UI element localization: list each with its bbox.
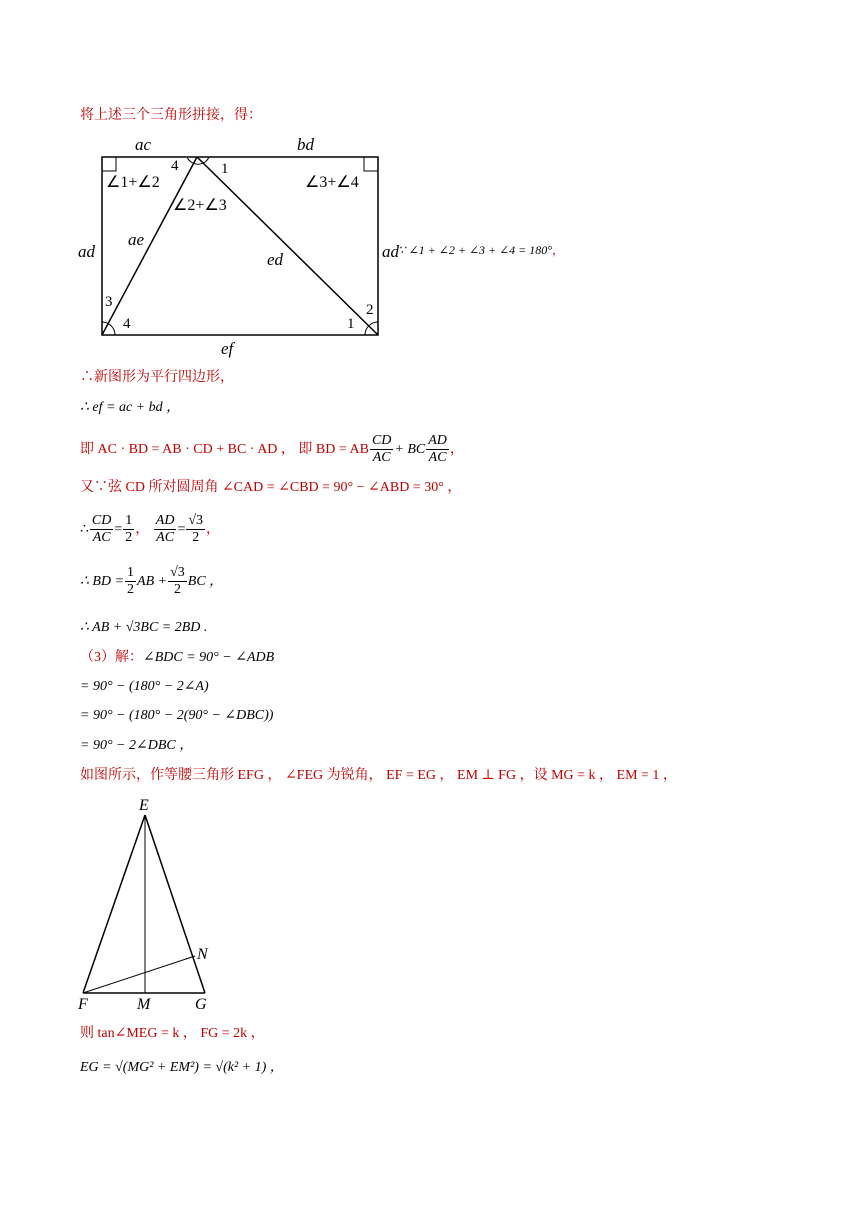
label-angle-sum-23: ∠2+∠3	[173, 197, 227, 214]
frac-num-ad-b: AD	[155, 513, 175, 529]
equation-ptolemy-d: ，	[449, 442, 464, 457]
equation-ptolemy-b: 即 BD = AB	[298, 442, 369, 457]
frac-den-two: 2	[125, 530, 133, 546]
equation-tan	[80, 1024, 265, 1044]
frac-den-ac-2: AC	[428, 450, 447, 466]
label-G: G	[195, 996, 207, 1013]
label-ad-left: ad	[78, 242, 95, 261]
label-M: M	[137, 996, 151, 1013]
equation-result: ∴ AB + √3BC = 2BD .	[80, 620, 208, 635]
figure-isosceles-triangle	[75, 793, 225, 1015]
equation-bd-b: AB +	[137, 574, 168, 589]
label-angle-1-bottom: 1	[347, 316, 355, 332]
part-3-equation: ∠BDC = 90° − ∠ADB	[143, 650, 275, 665]
equation-step-3: = 90° − 2∠DBC ，	[80, 738, 194, 753]
eq-sign-1: =	[114, 522, 123, 537]
label-E: E	[139, 797, 149, 814]
label-angle-4-top: 4	[171, 158, 179, 174]
equation-angle-sum	[398, 240, 564, 260]
segment-fn	[83, 956, 195, 993]
angle-arc-bottom-left	[102, 322, 115, 335]
equation-step-2: = 90° − (180° − 2(90° − ∠DBC))	[80, 708, 274, 723]
label-angle-3: 3	[105, 294, 113, 310]
fraction-one-half	[123, 513, 134, 546]
equation-ptolemy	[80, 432, 464, 468]
frac-den-ac: AC	[372, 450, 391, 466]
right-angle-mark-left	[102, 157, 116, 171]
text-intro: 将上述三个三角形拼接，得：	[80, 108, 262, 123]
fraction-sqrt3-half-b	[168, 565, 187, 598]
therefore-1: ∴	[80, 522, 89, 537]
fraction-one-half-b	[125, 565, 136, 598]
fraction-cd-ac	[370, 433, 393, 466]
frac-den-ac-b: AC	[92, 530, 111, 546]
part-3-line	[80, 648, 274, 668]
equation-angle-sum-sep: ，	[552, 243, 565, 257]
fraction-sqrt3-half	[186, 513, 205, 546]
equation-step-1: = 90° − (180° − 2∠A)	[80, 679, 209, 694]
text-inscribed-angle: 又∵弦 CD 所对圆周角 ∠CAD = ∠CBD = 90° − ∠ABD = 30° ，	[80, 480, 462, 495]
equation-bd-c: BC ，	[187, 574, 224, 589]
label-ef: ef	[221, 339, 234, 358]
frac-num-ad: AD	[428, 433, 447, 449]
label-angle-sum-34: ∠3+∠4	[305, 174, 359, 191]
frac-den-two-b: 2	[192, 530, 200, 546]
frac-num-sqrt3: √3	[188, 513, 204, 529]
equation-bd	[80, 564, 223, 600]
fraction-ad-ac-b	[154, 513, 177, 546]
label-bd: bd	[297, 135, 314, 154]
label-F: F	[78, 996, 88, 1013]
eq-sign-2: =	[177, 522, 186, 537]
frac-num-cd-b: CD	[91, 513, 112, 529]
equation-tan-text: 则 tan∠MEG = k ， FG = 2k ，	[80, 1026, 265, 1041]
label-angle-4-bottom: 4	[123, 316, 131, 332]
frac-den-two-d: 2	[173, 582, 181, 598]
frac-num-cd: CD	[371, 433, 392, 449]
figure-rectangle	[75, 130, 415, 360]
text-parallelogram: ∴新图形为平行四边形，	[80, 370, 234, 385]
label-angle-2: 2	[366, 302, 374, 318]
label-angle-sum-12: ∠1+∠2	[106, 174, 160, 191]
fraction-cd-ac-b	[90, 513, 113, 546]
fraction-ad-ac	[426, 433, 449, 466]
equation-bd-a: ∴ BD =	[80, 574, 125, 589]
sep-2: ，	[206, 522, 221, 537]
equation-angle-sum-text: ∵ ∠1 + ∠2 + ∠3 + ∠4 = 180°	[398, 243, 553, 257]
segment-ef	[83, 815, 145, 993]
equation-ptolemy-c: + BC	[394, 442, 426, 457]
frac-num-one-b: 1	[127, 565, 135, 581]
equation-ptolemy-a: 即 AC · BD = AB · CD + BC · AD ，	[80, 442, 295, 457]
label-ed: ed	[267, 250, 284, 269]
sep-1: ，	[135, 522, 150, 537]
label-ad-right: ad	[382, 242, 399, 261]
frac-num-one: 1	[125, 513, 133, 529]
text-isosceles: 如图所示，作等腰三角形 EFG ， ∠FEG 为锐角， EF = EG ， EM ⊥ FG ，设 MG = k ， EM = 1 ，	[80, 768, 677, 783]
equation-eg: EG = √(MG² + EM²) = √(k² + 1) ，	[80, 1060, 284, 1075]
label-ac: ac	[135, 135, 152, 154]
frac-num-sqrt3-b: √3	[170, 565, 185, 581]
frac-den-two-c: 2	[127, 582, 135, 598]
equation-ef: ∴ ef = ac + bd ，	[80, 400, 181, 415]
frac-den-ac-c: AC	[156, 530, 175, 546]
equation-ratios	[80, 512, 220, 548]
label-ae: ae	[128, 230, 145, 249]
right-angle-mark-right	[364, 157, 378, 171]
part-3-label: （3）解：	[80, 650, 143, 665]
label-N: N	[197, 946, 208, 963]
label-angle-1-top: 1	[221, 161, 229, 177]
segment-eg	[145, 815, 205, 993]
